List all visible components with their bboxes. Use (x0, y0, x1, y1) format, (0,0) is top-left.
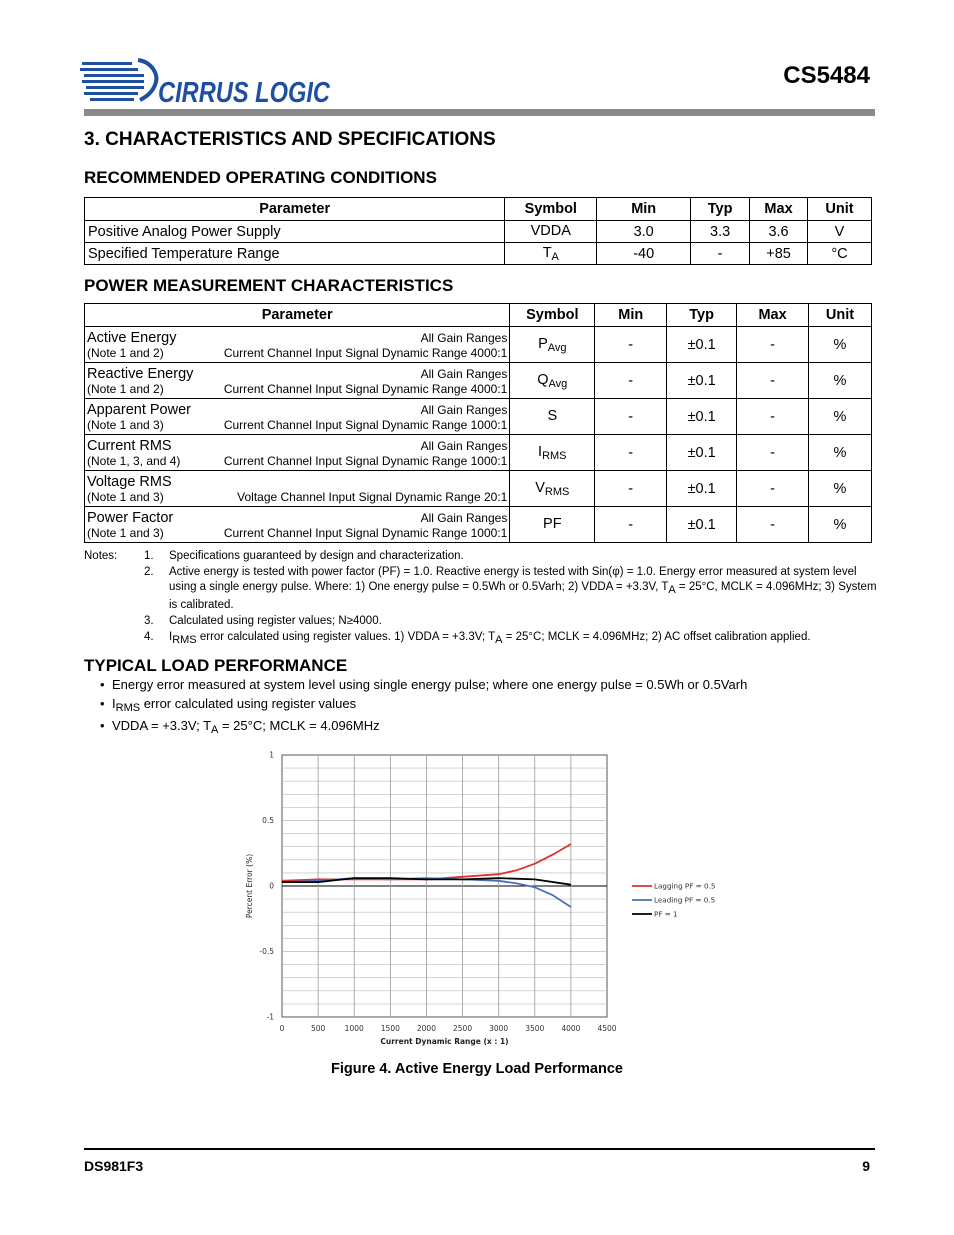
pmc-min: - (595, 435, 667, 471)
note-item (84, 549, 884, 564)
legend-label: Leading PF = 0.5 (654, 895, 716, 905)
figure-caption: Figure 4. Active Energy Load Performance (331, 1061, 623, 1077)
note-text: Specifications guaranteed by design and characterization. (169, 550, 464, 562)
bullet-item: • Energy error measured at system level using single energy pulse; where one energy pulse = 0.5Wh or 0.5Varh (100, 676, 747, 695)
x-tick-label: 3500 (525, 1024, 545, 1033)
roc-unit: °C (808, 243, 872, 265)
tlp-bullets (100, 676, 747, 740)
x-tick-label: 3000 (489, 1024, 509, 1033)
pmc-param-name: Voltage RMS (87, 473, 172, 490)
y-tick-label: -0.5 (259, 947, 274, 956)
pmc-param-name: Power Factor (87, 509, 174, 526)
pmc-condition: Current Channel Input Signal Dynamic Range 4000:1 (223, 381, 508, 396)
y-tick-label: 0.5 (262, 816, 274, 825)
pmc-header: Unit (809, 304, 872, 327)
pmc-note-ref: (Note 1, 3, and 4) (87, 453, 181, 468)
pmc-symbol: S (510, 399, 595, 435)
x-tick-label: 1500 (380, 1024, 400, 1033)
pmc-min: - (595, 399, 667, 435)
note-number: 4. (144, 631, 154, 643)
pmc-param (85, 471, 510, 507)
roc-header: Typ (691, 198, 750, 221)
note-number: 2. (144, 566, 154, 578)
pmc-condition: Current Channel Input Signal Dynamic Range 1000:1 (223, 525, 508, 540)
pmc-max: - (737, 327, 809, 363)
y-tick-label: -1 (266, 1012, 274, 1022)
pmc-unit: % (809, 327, 872, 363)
pmc-param (85, 399, 510, 435)
pmc-condition: Current Channel Input Signal Dynamic Range 1000:1 (223, 417, 508, 432)
roc-typ: - (691, 243, 750, 265)
part-number: CS5484 (783, 62, 870, 89)
note-text: Calculated using register values; N≥4000. (169, 615, 382, 627)
pmc-param-name: Apparent Power (87, 401, 191, 418)
pmc-param (85, 507, 510, 543)
pmc-header: Symbol (510, 304, 595, 327)
pmc-header-row (85, 304, 872, 327)
pmc-condition: All Gain Ranges (420, 438, 508, 453)
pmc-unit: % (809, 507, 872, 543)
pmc-header: Max (737, 304, 809, 327)
roc-header: Min (597, 198, 691, 221)
cirrus-logic-logo (80, 56, 340, 108)
pmc-symbol: $I_{RMS}$ (510, 435, 595, 471)
pmc-condition: All Gain Ranges (420, 402, 508, 417)
note-number: 1. (144, 550, 154, 562)
pmc-symbol: $V_{RMS}$ (510, 471, 595, 507)
roc-header-row (85, 198, 872, 221)
x-tick-label: 2500 (453, 1024, 473, 1033)
company-name: CIRRUS LOGIC (158, 77, 331, 109)
roc-min: 3.0 (597, 221, 691, 243)
roc-header: Symbol (505, 198, 597, 221)
roc-header: Max (750, 198, 808, 221)
pmc-param (85, 327, 510, 363)
pmc-symbol: PF (510, 507, 595, 543)
pmc-max: - (737, 435, 809, 471)
pmc-param-name: Current RMS (87, 437, 172, 454)
pmc-param-name: Active Energy (87, 329, 177, 346)
y-axis-label: Percent Error (%) (245, 853, 254, 919)
pmc-unit: % (809, 471, 872, 507)
legend-label: PF = 1 (654, 909, 678, 919)
roc-header: Unit (808, 198, 872, 221)
roc-min: -40 (597, 243, 691, 265)
pmc-typ: ±0.1 (667, 399, 737, 435)
pmc-note-ref: (Note 1 and 2) (87, 381, 164, 396)
table-row (85, 327, 872, 363)
pmc-typ: ±0.1 (667, 507, 737, 543)
pmc-unit: % (809, 399, 872, 435)
table-row (85, 221, 872, 243)
x-tick-label: 0 (279, 1024, 285, 1033)
pmc-symbol: $P_{Avg}$ (510, 327, 595, 363)
pmc-condition: All Gain Ranges (420, 510, 508, 525)
pmc-param-name: Reactive Energy (87, 365, 194, 382)
note-number: 3. (144, 615, 154, 627)
pmc-typ: ±0.1 (667, 327, 737, 363)
table-row (85, 399, 872, 435)
legend-label: Lagging PF = 0.5 (654, 881, 716, 891)
x-tick-label: 1000 (344, 1024, 364, 1033)
pmc-max: - (737, 507, 809, 543)
roc-table (84, 197, 872, 265)
pmc-param (85, 435, 510, 471)
tlp-title: TYPICAL LOAD PERFORMANCE (84, 656, 348, 675)
pmc-condition: Current Channel Input Signal Dynamic Range 4000:1 (223, 345, 508, 360)
roc-symbol: VDDA (505, 221, 597, 243)
roc-param: Positive Analog Power Supply (85, 221, 505, 243)
roc-unit: V (808, 221, 872, 243)
pmc-condition: Current Channel Input Signal Dynamic Range 1000:1 (223, 453, 508, 468)
table-row (85, 363, 872, 399)
pmc-condition: All Gain Ranges (420, 330, 508, 345)
table-row (85, 507, 872, 543)
section-title: 3. CHARACTERISTICS AND SPECIFICATIONS (84, 129, 496, 150)
table-row (85, 471, 872, 507)
pmc-note-ref: (Note 1 and 3) (87, 417, 164, 432)
note-item (84, 630, 884, 648)
footer-rule (84, 1148, 875, 1150)
roc-header: Parameter (85, 198, 505, 221)
notes-label: Notes: (84, 550, 118, 562)
bullet-item: • $I_{RMS}$ error calculated using register values (100, 695, 747, 718)
roc-symbol: $T_A$ (505, 243, 597, 265)
pmc-min: - (595, 327, 667, 363)
pmc-typ: ±0.1 (667, 363, 737, 399)
pmc-header: Parameter (85, 304, 510, 327)
roc-typ: 3.3 (691, 221, 750, 243)
pmc-min: - (595, 363, 667, 399)
pmc-header: Typ (667, 304, 737, 327)
roc-max: +85 (750, 243, 808, 265)
pmc-table (84, 303, 872, 543)
x-tick-label: 2000 (416, 1024, 436, 1033)
notes (84, 549, 884, 649)
doc-id: DS981F3 (84, 1158, 144, 1174)
note-item (84, 565, 884, 613)
pmc-unit: % (809, 363, 872, 399)
note-item (84, 614, 884, 629)
x-tick-label: 4500 (597, 1024, 617, 1033)
note-text: $I_{RMS}$ error calculated using register values. 1) VDDA = +3.3V; $T_A = 25^\circ C$; MCLK = 4.096MHz; 2) AC offset calibration applied. (169, 631, 811, 646)
pmc-min: - (595, 507, 667, 543)
x-tick-label: 500 (310, 1024, 326, 1033)
x-axis-label: Current Dynamic Range (x : 1) (380, 1037, 509, 1046)
pmc-note-ref: (Note 1 and 3) (87, 489, 164, 504)
pmc-param (85, 363, 510, 399)
pmc-max: - (737, 399, 809, 435)
y-tick-label: 1 (269, 750, 274, 760)
pmc-condition: All Gain Ranges (420, 366, 508, 381)
pmc-header: Min (595, 304, 667, 327)
header-rule (84, 109, 875, 116)
pmc-max: - (737, 363, 809, 399)
pmc-symbol: $Q_{Avg}$ (510, 363, 595, 399)
bullet-item: • VDDA = +3.3V; $T_A = 25^\circ C$; MCLK = 4.096MHz (100, 717, 747, 740)
pmc-min: - (595, 471, 667, 507)
pmc-condition: Voltage Channel Input Signal Dynamic Range 20:1 (237, 489, 508, 504)
pmc-unit: % (809, 435, 872, 471)
pmc-typ: ±0.1 (667, 471, 737, 507)
roc-title: RECOMMENDED OPERATING CONDITIONS (84, 168, 437, 187)
table-row (85, 435, 872, 471)
pmc-note-ref: (Note 1 and 2) (87, 345, 164, 360)
table-row (85, 243, 872, 265)
page-number: 9 (862, 1158, 870, 1174)
roc-param: Specified Temperature Range (85, 243, 505, 265)
pmc-typ: ±0.1 (667, 435, 737, 471)
x-tick-label: 4000 (561, 1024, 581, 1033)
pmc-max: - (737, 471, 809, 507)
y-tick-label: 0 (269, 881, 274, 891)
note-text: Active energy is tested with power factor (PF) = 1.0. Reactive energy is tested with Sin(φ) = 1.0. Energy error measured at system level using a single energy pulse. Where: 1) One energy pulse = 0.5Wh or 0.5Varh; 2) VDDA = +3.3V, $T_A = 25^\circ C$, MCLK = 4.096MHz; 3) System is calibrated. (169, 566, 877, 611)
load-performance-chart (230, 745, 730, 1050)
pmc-title: POWER MEASUREMENT CHARACTERISTICS (84, 276, 454, 295)
roc-max: 3.6 (750, 221, 808, 243)
pmc-note-ref: (Note 1 and 3) (87, 525, 164, 540)
